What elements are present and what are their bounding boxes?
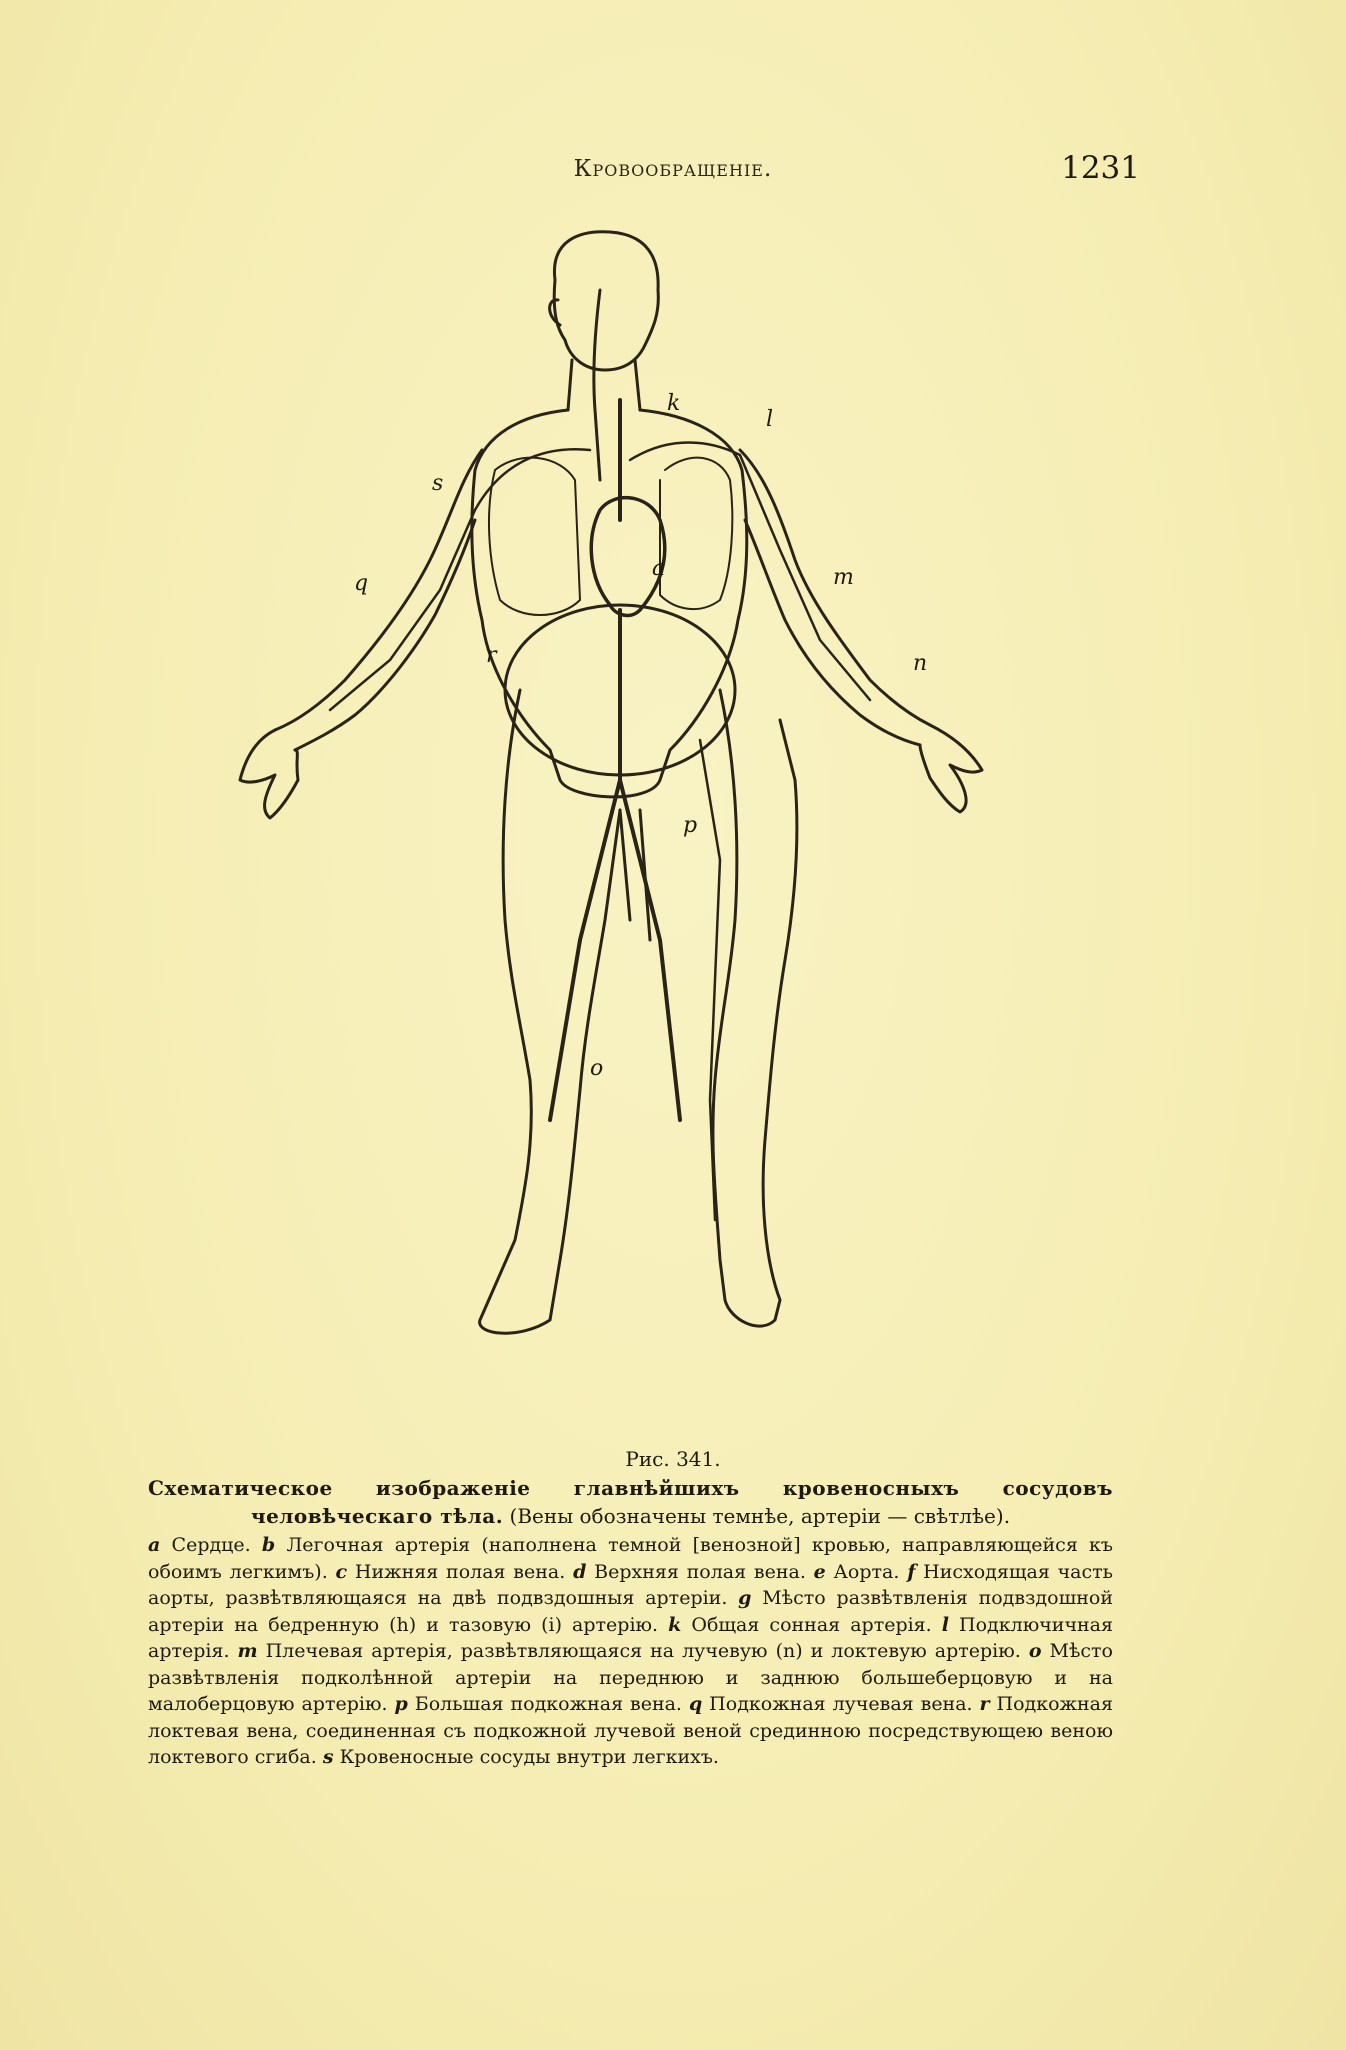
carotid-vessel [594,290,600,480]
legend-entry-q [689,1693,980,1715]
head-outline [554,232,658,370]
circulatory-system-illustration [220,220,1020,1440]
label-o: o [590,1056,604,1081]
leg-vein-right [700,740,720,1220]
legend-text: Мѣсто развѣтвленія подколѣнной артеріи на переднюю и заднюю большеберцовую и на малоберцовую артерію. [148,1640,1113,1715]
legend-letter: e [813,1560,826,1583]
label-m: m [833,565,854,590]
legend-text: Верхняя полая вена. [586,1560,814,1583]
running-title: Кровообращеніе. [573,156,773,182]
legend-entry-c [336,1561,574,1583]
legend-text: Кровеносные сосуды внутри легкихъ. [333,1746,719,1768]
legend-text: Подключичная артерія. [148,1613,1113,1662]
left-arm-outline [275,450,482,750]
left-hand-outline [240,730,298,818]
legend-entry-e [814,1561,908,1583]
legend-entry-a [148,1534,262,1556]
label-n: n [913,651,928,676]
legend-entry-s [323,1746,719,1768]
lung-right [660,458,732,609]
legend-text: Нижняя полая вена. [347,1560,574,1583]
figure-number: Рис. 341. [625,1447,721,1471]
legend-text: Плечевая артерія, развѣтвляющаяся на лучевую (n) и локтевую артерію. [257,1640,1029,1662]
right-leg-outline [713,690,797,1326]
legend-letter: a [148,1534,161,1556]
figure-caption [148,1474,1113,1530]
neck-outline [568,360,640,410]
label-a: a [652,556,666,581]
lung-left [489,458,580,615]
label-p: p [683,813,698,838]
legend-text: Нисходящая часть аорты, развѣтвляющаяся на двѣ подвздошныя артеріи. [148,1560,1114,1609]
legend-letter: d [573,1560,587,1583]
caption-title-bold: Схематическое изображеніе главнѣйшихъ кровеносныхъ сосудовъ человѣческаго тѣла. [148,1476,1113,1528]
legend-text: Большая подкожная вена. [407,1693,689,1715]
label-l: l [766,407,774,432]
left-leg-outline [480,690,620,1333]
legend-letter: s [322,1746,334,1768]
legend-text: Подкожная локтевая вена, соединенная съ подкожной лучевой веной срединною посредствующею веною локтевого сгиба. [148,1693,1113,1768]
legend-letter: f [907,1560,916,1583]
page-number: 1231 [1061,150,1140,186]
legend-letter: b [261,1534,276,1556]
legend-text: Подкожная лучевая вена. [702,1693,980,1715]
legend-entry-k [668,1614,942,1636]
legend-text: Легочная артерія (наполнена темной [венозной] кровью, направляющейся къ обоимъ легкимъ). [148,1534,1113,1583]
label-s: s [432,471,444,496]
right-arm-outline [740,450,930,745]
legend-text: Общая сонная артерія. [681,1613,942,1636]
caption-title-note: (Вены обозначены темнѣе, артеріи — свѣтлѣе). [509,1504,1011,1528]
label-r: r [486,643,497,668]
legend-letter: p [394,1693,408,1715]
legend-letter: r [979,1693,990,1715]
legend-letter: o [1028,1640,1042,1662]
label-k: k [667,391,681,416]
legend-letter: k [668,1613,682,1636]
legend-letter: g [738,1587,752,1609]
figure-legend [148,1532,1113,1771]
label-q: q [354,571,369,596]
legend-letter: c [335,1560,348,1583]
legend-text: Сердце. [160,1534,262,1556]
legend-text: Мѣсто развѣтвленія подвздошной артеріи на бедренную (h) и тазовую (i) артерію. [148,1587,1113,1636]
legend-entry-m [238,1640,1029,1662]
legend-text: Аорта. [825,1560,908,1583]
legend-letter: m [237,1640,258,1662]
legend-entry-p [395,1693,689,1715]
legend-letter: l [941,1613,949,1636]
legend-letter: q [688,1693,703,1715]
legend-entry-d [573,1561,814,1583]
right-hand-outline [920,725,982,812]
anatomy-engraving [220,220,1020,1440]
